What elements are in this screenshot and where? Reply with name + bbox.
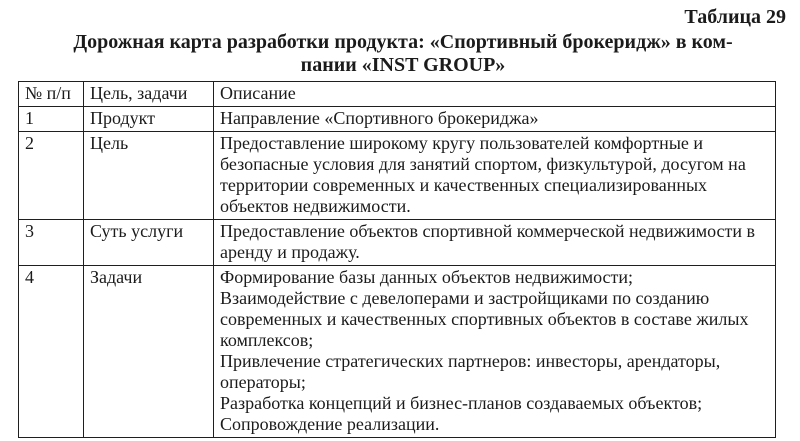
cell-num: 2 [19, 132, 84, 220]
column-header-description: Описание [214, 82, 776, 107]
description-item: Разработка концепций и бизнес-планов создаваемых объектов; [220, 393, 703, 413]
description-item: Формирование базы данных объектов недвижимости; [220, 267, 634, 287]
cell-description: Предоставление широкому кругу пользователей комфортные и безопасные условия для занятий спортом, физкультурой, досугом на территории современных и качественных специализированных объектов недвижимости. [214, 132, 776, 220]
cell-num: 4 [19, 266, 84, 438]
description-item: Сопровождение реализации. [220, 414, 440, 434]
cell-goal: Суть услуги [84, 220, 214, 266]
cell-goal: Продукт [84, 107, 214, 132]
table-row [19, 132, 776, 220]
table-row [19, 266, 776, 438]
roadmap-table [18, 81, 776, 438]
cell-description: Направление «Спортивного брокериджа» [214, 107, 776, 132]
document-title-line-1: Дорожная карта разработки продукта: «Спортивный брокеридж» в ком- [73, 31, 733, 53]
table-row [19, 220, 776, 266]
cell-goal: Задачи [84, 266, 214, 438]
document-title-line-2: пании «INST GROUP» [300, 54, 506, 76]
description-item: Взаимодействие с девелоперами и застройщиками по созданию современных и качественных спортивных объектов в составе жилых комплексов; [220, 288, 749, 350]
column-header-num: № п/п [19, 82, 84, 107]
cell-goal: Цель [84, 132, 214, 220]
cell-num: 3 [19, 220, 84, 266]
cell-description [214, 266, 776, 438]
cell-num: 1 [19, 107, 84, 132]
table-row [19, 107, 776, 132]
description-item: Привлечение стратегических партнеров: инвесторы, арендаторы, операторы; [220, 351, 721, 392]
document-title [18, 31, 788, 77]
column-header-goal: Цель, задачи [84, 82, 214, 107]
table-number-label: Таблица 29 [684, 6, 786, 28]
cell-description: Предоставление объектов спортивной коммерческой недвижимости в аренду и продажу. [214, 220, 776, 266]
header-row [19, 82, 776, 107]
